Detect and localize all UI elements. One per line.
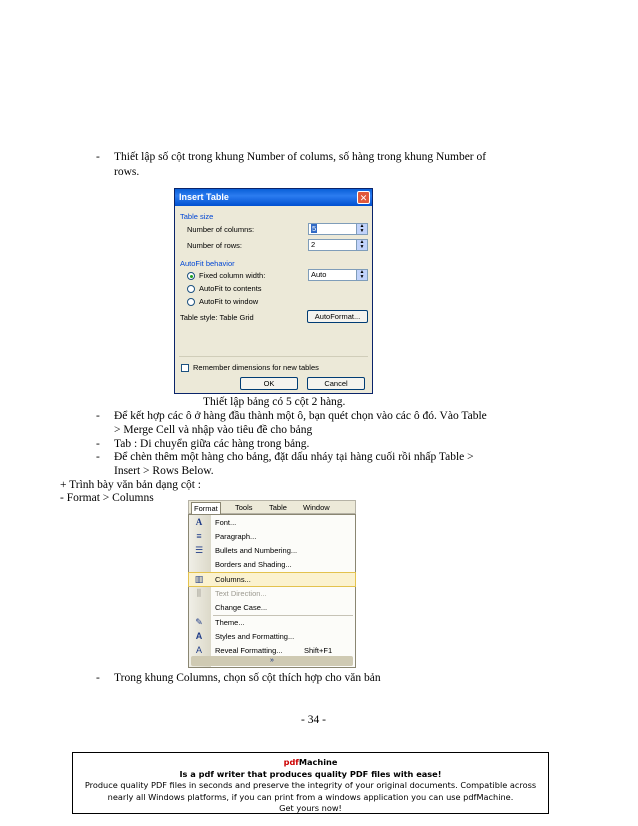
reveal-shortcut: Shift+F1 [304,646,333,655]
num-columns-value: 5 [312,224,317,233]
brand-pdf: pdf [283,757,299,767]
paragraph-icon: ≡ [196,531,202,541]
table-style-label: Table style: Table Grid [180,313,254,322]
text-line: Để chèn thêm một hàng cho bảng, đặt dấu nháy tại hàng cuối rồi nhấp Table > [114,451,474,463]
theme-icon: ✎ [195,617,203,627]
menu-item-bullets[interactable]: ☰ Bullets and Numbering... [194,545,298,555]
autofit-group: AutoFit behavior [180,259,235,268]
spinner-arrows-icon[interactable]: ▲ ▼ [356,240,367,250]
bullet-dash: - [96,410,100,422]
footer-tagline: Is a pdf writer that produces quality PDF files with ease! [179,768,442,779]
menu-item-theme[interactable]: ✎ Theme... [189,616,355,629]
text-line: > Merge Cell và nhập vào tiêu đề cho bảng [114,424,313,436]
brand-machine: Machine [298,757,338,767]
table-size-group: Table size [180,212,214,221]
menu-item-reveal[interactable]: A Reveal Formatting... Shift+F1 [189,644,355,657]
divider [179,356,368,357]
menu-item-styles[interactable]: A Styles and Formatting... [189,630,355,643]
footer-cta[interactable]: Get yours now! [279,803,342,813]
menu-table[interactable]: Table [269,503,287,512]
bullet-dash: - [96,151,100,163]
columns-icon: ▥ [194,574,204,584]
footer-desc: nearly all Windows platforms, if you can print from a windows application you can use pdfMachine. [107,791,514,802]
text-line: Tab : Di chuyển giữa các hàng trong bảng. [114,438,310,450]
text-line: Để kết hợp các ô ở hàng đầu thành một ô, bạn quét chọn vào các ô đó. Vào Table [114,410,487,422]
menu-tools[interactable]: Tools [235,503,253,512]
bullet-dash: - [96,672,100,684]
bullets-icon: ☰ [194,545,204,555]
radio-contents[interactable] [187,285,195,293]
spinner-arrows-icon[interactable]: ▲ ▼ [356,270,367,280]
text-direction-icon: ⫼ [196,588,202,598]
num-rows-label: Number of rows: [187,241,243,250]
close-icon[interactable]: ✕ [357,191,370,204]
fixed-width-value: Auto [311,270,327,279]
expand-menu-chevron-icon[interactable]: » [191,656,353,666]
text-line: Insert > Rows Below. [114,465,214,477]
bullet-dash: - [96,438,100,450]
page-number: - 34 - [301,714,326,726]
menu-item-font[interactable]: A Font... [189,516,355,529]
menu-item-change-case[interactable]: Change Case... [215,603,268,612]
format-menu [188,514,356,668]
num-columns-label: Number of columns: [187,225,255,234]
text-line: Trong khung Columns, chọn số cột thích hợp cho văn bản [114,672,381,684]
bullet-dash: - [96,451,100,463]
remember-label: Remember dimensions for new tables [193,363,319,372]
num-columns-spinner[interactable] [308,223,368,235]
menu-item-text-direction[interactable]: ⫼ Text Direction... [189,587,355,600]
fixed-width-select[interactable] [308,269,368,281]
menu-item-borders[interactable]: Borders and Shading... [215,560,292,569]
reveal-icon: A [195,645,202,655]
spinner-arrows-icon[interactable]: ▲ ▼ [356,224,367,234]
menu-item-paragraph[interactable]: ≡ Paragraph... [189,530,355,543]
fixed-label: Fixed column width: [199,271,266,280]
footer-brand [73,757,548,769]
autoformat-button[interactable]: AutoFormat... [307,310,368,323]
dialog-title: Insert Table [175,189,372,206]
styles-icon: A [195,631,203,641]
menu-item-columns[interactable]: ▥ Columns... [189,573,355,586]
footer-desc: Produce quality PDF files in seconds and preserve the integrity of your original documents. Compatible across [84,780,537,790]
menu-bar [188,500,356,514]
pdfmachine-footer [72,752,549,814]
num-rows-value: 2 [311,240,316,249]
menu-format[interactable]: Format [191,502,221,515]
contents-label: AutoFit to contents [199,284,262,293]
menu-window[interactable]: Window [303,503,330,512]
remember-checkbox[interactable] [181,364,189,372]
insert-table-dialog [174,188,373,394]
ok-button[interactable]: OK [240,377,298,390]
num-rows-spinner[interactable] [308,239,368,251]
text-line: Thiết lập số cột trong khung Number of colums, số hàng trong khung Number of [114,151,487,163]
font-icon: A [195,517,203,527]
radio-fixed[interactable] [187,272,195,280]
text-line: + Trình bày văn bản dạng cột : [60,479,201,491]
cancel-button[interactable]: Cancel [307,377,365,390]
figure-caption: Thiết lập bảng có 5 cột 2 hàng. [203,396,346,408]
text-line: rows. [114,166,140,178]
radio-window[interactable] [187,298,195,306]
window-label: AutoFit to window [199,297,259,306]
text-line: - Format > Columns [60,492,154,504]
